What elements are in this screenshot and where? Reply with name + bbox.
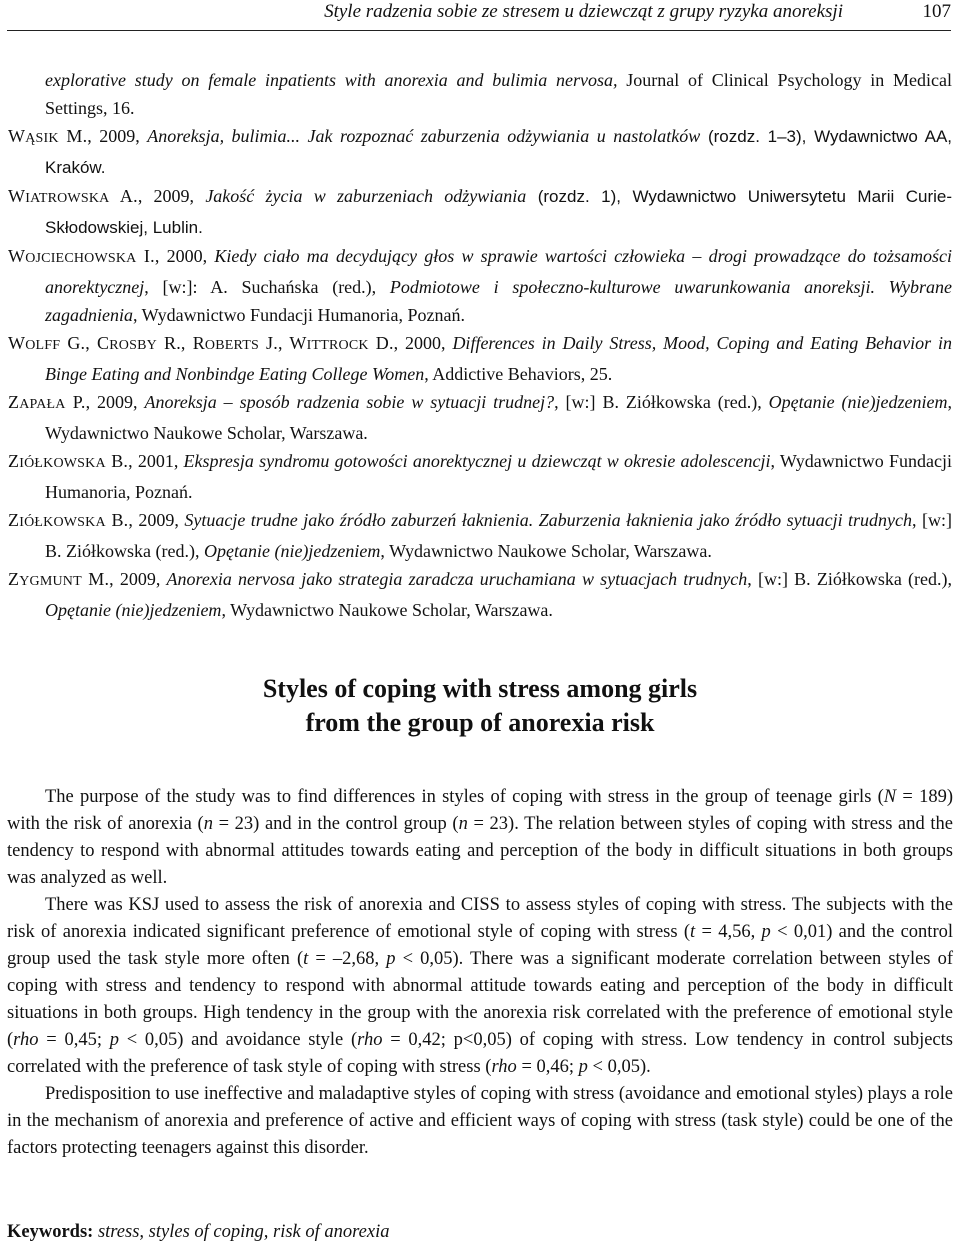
- reference-entry: [8, 242, 952, 329]
- ref-title: Jakość życia w zaburzeniach odżywiania: [205, 186, 527, 206]
- ref-title: Anoreksja, bulimia... Jak rozpoznać zaburzenia odżywiania u nastolatków: [147, 126, 701, 146]
- page-number: 107: [922, 1, 951, 22]
- keywords-label: Keywords:: [7, 1222, 94, 1242]
- running-header: [7, 0, 951, 31]
- ref-title: Anoreksja – sposób radzenia sobie w sytuacji trudnej?: [144, 392, 555, 412]
- ref-editor: , [w:] B. Ziółkowska (red.),: [45, 510, 952, 561]
- ref-publication: (rozdz. 1–3), Wydawnictwo AA, Kraków.: [45, 127, 953, 177]
- ref-year: , 2009,: [137, 186, 206, 206]
- ref-author: WOLFF G., CROSBY R., ROBERTS J., WITTROCK D.: [8, 333, 394, 353]
- ref-publication: , Wydawnictwo Naukowe Scholar, Warszawa.: [45, 392, 952, 443]
- ref-author: WĄSIK M.: [8, 126, 88, 146]
- ref-author: WOJCIECHOWSKA I.: [8, 246, 155, 266]
- ref-book-title: Podmiotowe i społeczno-kulturowe uwarunkowania anoreksji. Wybrane zagadnienia: [45, 277, 953, 325]
- reference-entry: [8, 122, 952, 182]
- article-title-line-1: Styles of coping with stress among girls: [262, 674, 698, 703]
- article-title: [0, 672, 960, 740]
- ref-book-title: Opętanie (nie)jedzeniem: [203, 541, 381, 561]
- ref-book-title: Opętanie (nie)jedzeniem: [768, 392, 948, 412]
- ref-author: ZIÓŁKOWSKA B.: [8, 510, 129, 530]
- ref-editor: , [w:] B. Ziółkowska (red.),: [554, 392, 769, 412]
- ref-author: ZYGMUNT M.: [8, 569, 110, 589]
- ref-year: , 2009,: [87, 126, 148, 146]
- ref-year: , 2001,: [128, 451, 184, 471]
- ref-title: Ekspresja syndromu gotowości anorektycznej u dziewcząt w okresie adolescencji: [183, 451, 771, 471]
- reference-entry: [8, 447, 952, 506]
- reference-entry: [8, 182, 952, 242]
- ref-author: ZAPAŁA P.: [8, 392, 86, 412]
- ref-book-title: Opętanie (nie)jedzeniem: [45, 600, 222, 620]
- ref-author: WIATROWSKA A.: [8, 186, 138, 206]
- ref-editor: , [w:] B. Ziółkowska (red.),: [747, 569, 952, 589]
- reference-entry: [8, 565, 952, 624]
- ref-publication: , Wydawnictwo Fundacji Humanoria, Poznań.: [45, 451, 952, 502]
- ref-year: , 2000,: [393, 333, 453, 353]
- ref-title: Kiedy ciało ma decydujący głos w sprawie wartości człowieka – drogi prowadzące do tożsamości anorektycznej: [45, 246, 952, 297]
- abstract-paragraph-2: There was KSJ used to assess the risk of anorexia and CISS to assess styles of coping with stress. The subjects with the risk of anorexia indicated significant preference of emotional style of coping with stress (t = 4,56, p < 0,01) and the control group used the task style more often (t = –2,68, p < 0,05). There was a significant moderate correlation between styles of coping with stress and tendency to respond with abnormal attitude towards eating and perception of the body in difficult situations in both groups. High tendency in the group with the anorexia risk correlated with the preference of emotional style (rho = 0,45; p < 0,05) and avoidance style (rho = 0,42; p<0,05) of coping with stress. Low tendency in control subjects correlated with the preference of task style of coping with stress (rho = 0,46; p < 0,05).: [7, 895, 953, 1077]
- abstract: [7, 784, 953, 1162]
- reference-entry: [8, 388, 952, 447]
- reference-entry: [8, 506, 952, 565]
- ref-year: , 2009,: [85, 392, 145, 412]
- abstract-paragraph-3: Predisposition to use ineffective and maladaptive styles of coping with stress (avoidance and emotional styles) plays a role in the mechanism of anorexia and preference of active and efficient ways of coping with stress (task style) could be one of the factors protecting teenagers against this disorder.: [7, 1084, 953, 1158]
- ref-year: , 2000,: [154, 246, 215, 266]
- ref-publication: Journal of Clinical Psychology in Medical Settings, 16.: [45, 70, 952, 118]
- article-title-line-2: from the group of anorexia risk: [305, 708, 655, 737]
- keywords-text: stress, styles of coping, risk of anorexia: [93, 1222, 390, 1242]
- ref-author: ZIÓŁKOWSKA B.: [8, 451, 129, 471]
- ref-year: , 2009,: [128, 510, 185, 530]
- reference-entry: [8, 66, 952, 122]
- ref-title: Differences in Daily Stress, Mood, Coping and Eating Behavior in Binge Eating and Nonbindge Eating College Women: [45, 333, 952, 384]
- ref-publication: , Addictive Behaviors, 25.: [424, 364, 613, 384]
- reference-list: [8, 66, 952, 624]
- ref-publication: , Wydawnictwo Naukowe Scholar, Warszawa.: [380, 541, 712, 561]
- keywords: [7, 1222, 389, 1243]
- ref-title: explorative study on female inpatients with anorexia and bulimia nervosa,: [45, 70, 618, 90]
- ref-year: , 2009,: [109, 569, 167, 589]
- reference-entry: [8, 329, 952, 388]
- abstract-paragraph-1: The purpose of the study was to find differences in styles of coping with stress in the group of teenage girls (N = 189) with the risk of anorexia (n = 23) and in the control group (n = 23). The relation between styles of coping with stress and the tendency to respond with abnormal attitudes towards eating and perception of the body in difficult situations in both groups was analyzed as well.: [7, 787, 954, 888]
- running-title: Style radzenia sobie ze stresem u dziewcząt z grupy ryzyka anoreksji: [324, 1, 843, 22]
- ref-publication: , Wydawnictwo Naukowe Scholar, Warszawa.: [221, 600, 553, 620]
- ref-title: Sytuacje trudne jako źródło zaburzeń łaknienia. Zaburzenia łaknienia jako źródło sytuacji trudnych: [184, 510, 913, 530]
- ref-publication: , Wydawnictwo Fundacji Humanoria, Poznań.: [133, 305, 466, 325]
- ref-publication: (rozdz. 1), Wydawnictwo Uniwersytetu Marii Curie-Skłodowskiej, Lublin.: [45, 187, 953, 237]
- ref-title: Anorexia nervosa jako strategia zaradcza uruchamiana w sytuacjach trudnych: [166, 569, 748, 589]
- ref-editor: , [w:]: A. Suchańska (red.),: [144, 277, 390, 297]
